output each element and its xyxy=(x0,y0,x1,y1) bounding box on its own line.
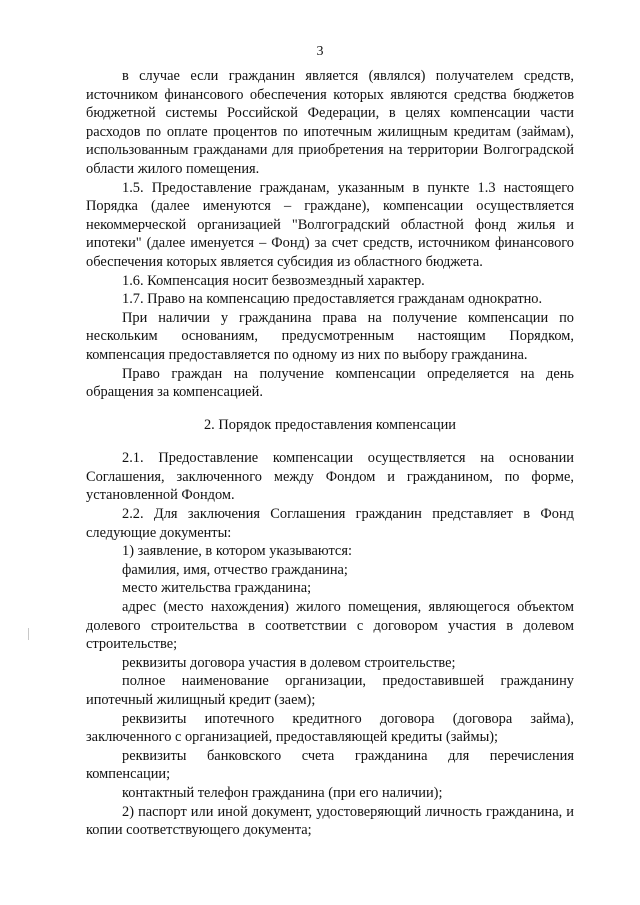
scan-margin-mark xyxy=(28,628,29,640)
paragraph-1-5: 1.5. Предоставление гражданам, указанным в пункте 1.3 настоящего Порядка (далее именуются – граждане), компенсации осуществляется некоммерческой организацией "Волгоградский областной фонд жилья и ипотеки" (далее именуется – Фонд) за счет средств, источником финансового обеспечения которых является субсидия из областного бюджета. xyxy=(86,179,574,270)
list-item-application: 1) заявление, в котором указываются: xyxy=(122,543,352,560)
paragraph-2-2: 2.2. Для заключения Соглашения гражданин представляет в Фонд следующие документы: xyxy=(86,506,574,541)
list-item-loan-agreement: реквизиты ипотечного кредитного договора (договора займа), заключенного с организацией, предоставляющей кредиты (займы); xyxy=(86,710,574,746)
document-body xyxy=(86,67,574,840)
paragraph-right-date: Право граждан на получение компенсации определяется на день обращения за компенсацией. xyxy=(86,365,574,401)
section-heading: 2. Порядок предоставления компенсации xyxy=(203,416,457,433)
list-item-phone: контактный телефон гражданина (при его наличии); xyxy=(122,784,443,801)
page-number: 3 xyxy=(316,44,324,59)
list-item-bank-account: реквизиты банковского счета гражданина для перечисления компенсации; xyxy=(86,747,574,783)
list-item-lender-name: полное наименование организации, предоставившей гражданину ипотечный жилищный кредит (заем); xyxy=(86,673,574,708)
paragraph-1-7: 1.7. Право на компенсацию предоставляется гражданам однократно. xyxy=(122,291,543,308)
paragraph-funding-source: в случае если гражданин является (являлся) получателем средств, источником финансового обеспечения которых являются средства бюджетов бюджетной системы Российской Федерации, в целях компенсации части расходов по оплате процентов по ипотечным жилищным кредитам (займам), использованным гражданами для приобретения на территории Волгоградской области жилого помещения. xyxy=(86,68,574,177)
paragraph-1-6: 1.6. Компенсация носит безвозмездный характер. xyxy=(122,272,425,289)
list-item-passport: 2) паспорт или иной документ, удостоверяющий личность гражданина, и копии соответствующего документа; xyxy=(86,803,574,839)
list-item-full-name: фамилия, имя, отчество гражданина; xyxy=(122,561,348,578)
list-item-residence: место жительства гражданина; xyxy=(122,580,312,597)
list-item-property-address: адрес (место нахождения) жилого помещения, являющегося объектом долевого строительства в соответствии с договором участия в долевом строительстве; xyxy=(86,599,574,653)
paragraph-multiple-grounds: При наличии у гражданина права на получение компенсации по нескольким основаниям, предусмотренным настоящим Порядком, компенсация предоставляется по одному из них по выбору гражданина. xyxy=(86,309,574,363)
paragraph-2-1: 2.1. Предоставление компенсации осуществляется на основании Соглашения, заключенного между Фондом и гражданином, по форме, установленной Фондом. xyxy=(86,450,574,504)
list-item-contract-details: реквизиты договора участия в долевом строительстве; xyxy=(122,654,456,671)
